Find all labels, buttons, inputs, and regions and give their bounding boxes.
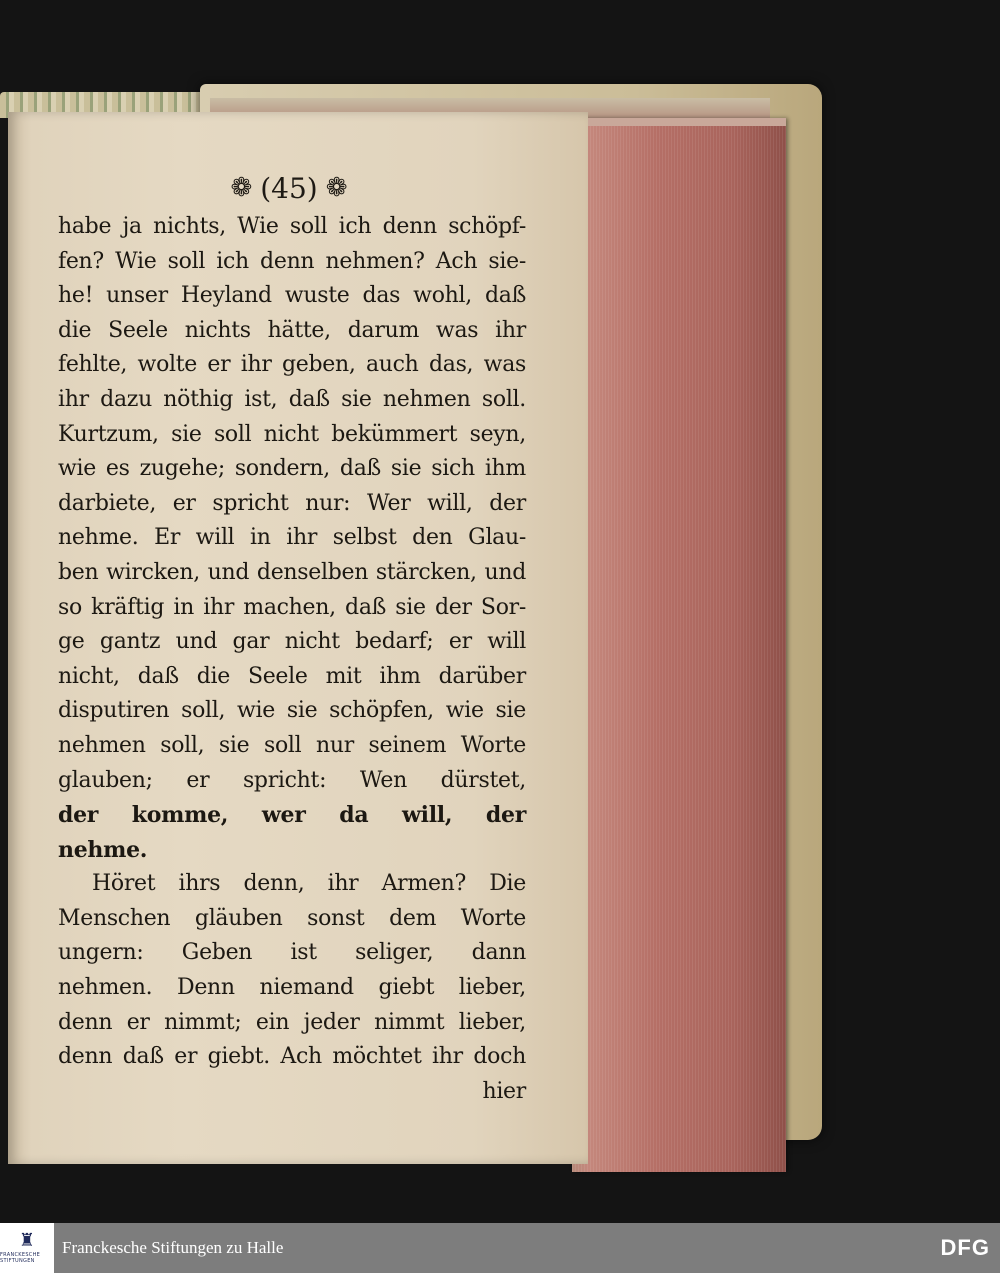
footer-bar (0, 1223, 1000, 1273)
text-line: wie es zugehe; sondern, daß sie sich ihm (58, 456, 526, 482)
rosette-icon: ❁ (325, 173, 348, 203)
dfg-logo[interactable]: DFG (940, 1235, 990, 1260)
text-line: fehlte, wolte er ihr geben, auch das, was (58, 352, 526, 378)
text-line: fen? Wie soll ich denn nehmen? Ach sie- (58, 248, 526, 274)
text-line: glauben; er spricht: Wen dürstet, (58, 767, 526, 793)
text-line: ge gantz und gar nicht bedarf; er will (58, 629, 526, 655)
franckesche-logo-icon: ♜ (18, 1230, 36, 1251)
text-line: disputiren soll, wie sie schöpfen, wie sie (58, 698, 526, 724)
page-header (204, 170, 374, 206)
institution-name: Franckesche Stiftungen zu Halle (62, 1238, 284, 1257)
catchword: hier (482, 1078, 526, 1104)
text-line: Menschen gläuben sonst dem Worte (58, 905, 526, 931)
text-line: ben wircken, und denselben stärcken, und (58, 559, 526, 585)
text-line: nehmen soll, sie soll nur seinem Worte (58, 732, 526, 758)
text-line: nicht, daß die Seele mit ihm darüber (58, 663, 526, 689)
text-line: so kräftig in ihr machen, daß sie der Sor- (58, 594, 526, 620)
text-line: ungern: Geben ist seliger, dann (58, 940, 526, 966)
text-line: nehme. Er will in ihr selbst den Glau- (58, 525, 526, 551)
page-edges (572, 118, 786, 1172)
page-text (58, 210, 526, 1109)
text-line: nehme. (58, 836, 148, 863)
text-line: nehmen. Denn niemand giebt lieber, (58, 975, 526, 1001)
text-line: denn daß er giebt. Ach möchtet ihr doch (58, 1044, 526, 1070)
rosette-icon: ❁ (230, 173, 253, 203)
text-line: ihr dazu nöthig ist, daß sie nehmen soll. (58, 386, 526, 412)
page-number: (45) (260, 171, 318, 205)
text-line: habe ja nichts, Wie soll ich denn schöpf- (58, 214, 526, 239)
text-line: denn er nimmt; ein jeder nimmt lieber, (58, 1009, 526, 1035)
text-line: die Seele nichts hätte, darum was ihr (58, 317, 526, 343)
paragraph-start-line: Höret ihrs denn, ihr Armen? Die (92, 871, 526, 897)
logo-caption: FRANCKESCHE STIFTUNGEN (0, 1252, 41, 1264)
text-line: der komme, wer da will, der (58, 802, 526, 829)
institution-logo[interactable] (0, 1223, 54, 1273)
text-line: he! unser Heyland wuste das wohl, daß (58, 283, 526, 309)
text-line: darbiete, er spricht nur: Wer will, der (58, 490, 526, 516)
text-line: Kurtzum, sie soll nicht bekümmert seyn, (58, 421, 526, 447)
